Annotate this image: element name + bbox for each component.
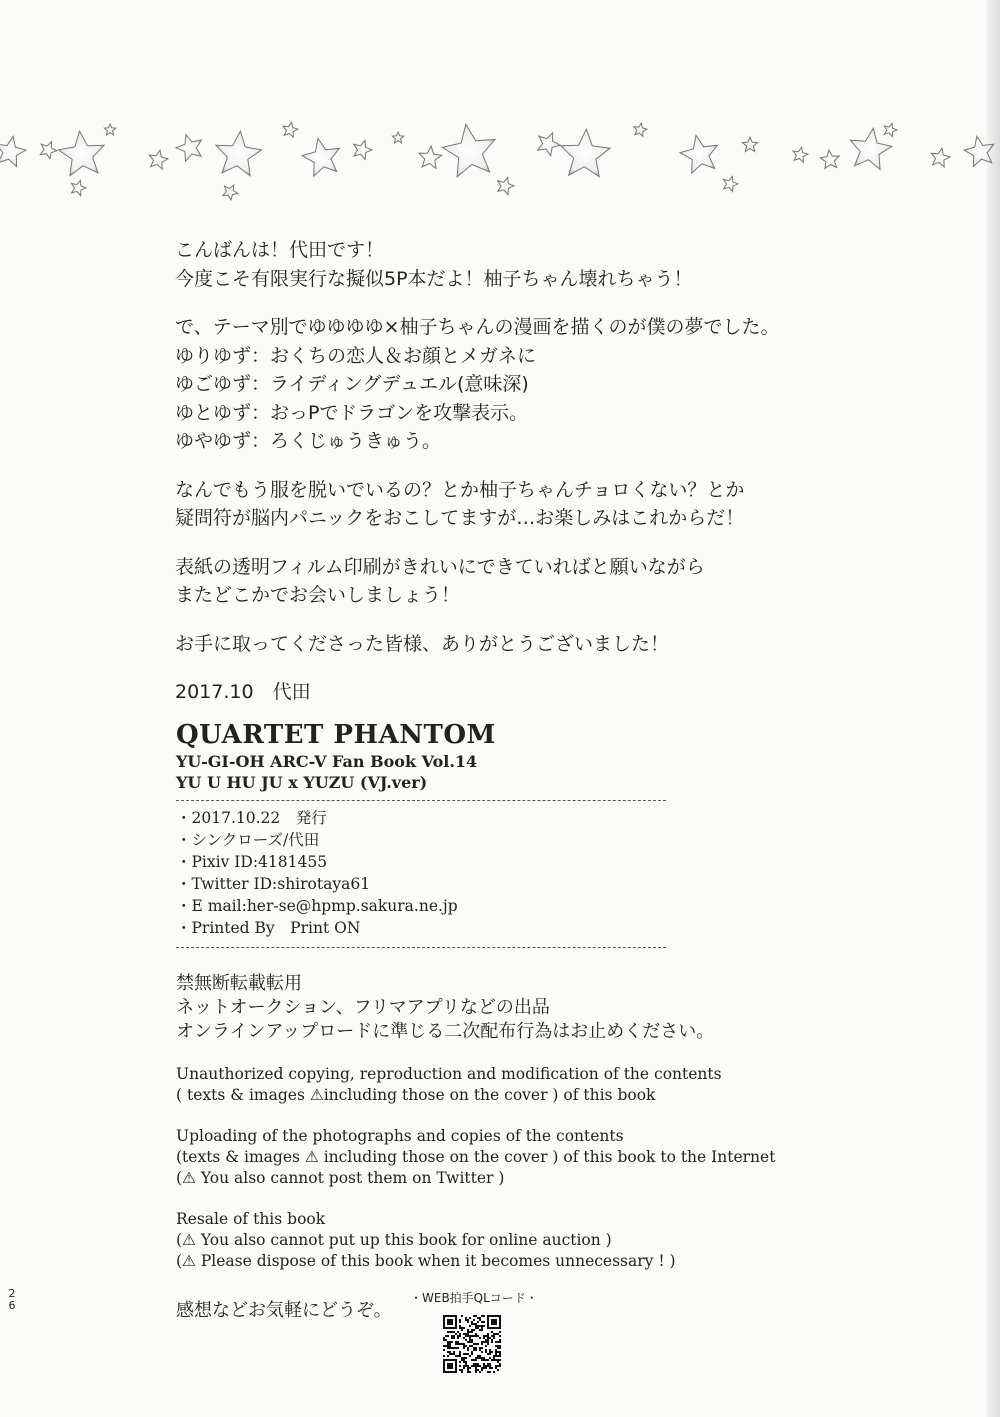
- info-line: ・Twitter ID:shirotaya61: [176, 875, 371, 893]
- star-icon: [793, 147, 808, 162]
- star-icon: [354, 140, 372, 159]
- star-icon: [724, 176, 739, 191]
- star-icon: [820, 150, 839, 169]
- afterword: [175, 236, 875, 707]
- text-line: 疑問符が脳内パニックをおこしてますが…お楽しみはこれからだ！: [175, 507, 745, 529]
- star-icon: [498, 177, 514, 194]
- dashed-divider: [176, 800, 666, 801]
- star-border-decoration: [0, 100, 1000, 210]
- notice-line: Uploading of the photographs and copies of the contents: [176, 1127, 624, 1145]
- star-icon: [680, 135, 717, 173]
- thanks-line: お手に取ってくださった皆様、ありがとうございました！: [175, 632, 670, 655]
- star-icon: [964, 136, 994, 166]
- star-icon: [40, 142, 57, 159]
- text-line: またどこかでお会いしましょう！: [175, 584, 461, 606]
- signature: 2017.10 代田: [175, 681, 311, 703]
- info-line: ・シンクローズ/代田: [176, 831, 320, 849]
- star-icon: [442, 124, 495, 177]
- star-icon: [223, 185, 238, 200]
- notice-japanese: [176, 972, 714, 1044]
- book-subtitle: YU-GI-OH ARC-V Fan Book Vol.14: [176, 752, 478, 771]
- star-icon: [283, 122, 298, 137]
- star-icon: [72, 180, 87, 195]
- text-line: で、テーマ別でゆゆゆゆ×柚子ちゃんの漫画を描くのが僕の夢でした。: [175, 316, 780, 338]
- star-icon: [216, 131, 262, 176]
- text-line: なんでもう服を脱いでいるの？とか柚子ちゃんチョロくない？とか: [175, 478, 745, 501]
- feedback-message: 感想などお気軽にどうぞ。: [176, 1300, 392, 1321]
- star-icon: [59, 131, 105, 176]
- text-line: ゆごゆず：ライディングデュエル(意味深): [175, 373, 529, 395]
- text-line: ゆやゆず：ろくじゅうきゅう。: [175, 430, 442, 452]
- star-icon: [104, 124, 115, 135]
- star-icon: [149, 150, 168, 169]
- book-title: QUARTET PHANTOM: [176, 720, 496, 750]
- notice-line: ネットオークション、フリマアプリなどの出品: [176, 997, 550, 1018]
- page-number-digit: 6: [8, 1299, 16, 1312]
- notice-line: ( texts & images ⚠including those on the cover ) of this book: [176, 1086, 656, 1104]
- notice-line: (⚠ Please dispose of this book when it becomes unnecessary ! ): [176, 1252, 676, 1270]
- notice-english-resale: [176, 1209, 776, 1272]
- star-icon: [561, 129, 610, 177]
- notice-line: (⚠ You also cannot put up this book for online auction ): [176, 1231, 612, 1249]
- star-icon: [302, 138, 339, 176]
- notice-line: オンラインアップロードに準じる二次配布行為はお止めください。: [176, 1021, 715, 1042]
- publication-info: [176, 807, 736, 939]
- text-line: ゆとゆず：おっPでドラゴンを攻撃表示。: [175, 401, 529, 424]
- info-line: ・2017.10.22 発行: [176, 809, 327, 827]
- page-number: [7, 1288, 17, 1312]
- notice-line: Unauthorized copying, reproduction and modification of the contents: [176, 1065, 722, 1083]
- notice-line: 禁無断転載転用: [176, 973, 302, 994]
- notice-line: (texts & images ⚠ including those on the cover ) of this book to the Internet: [176, 1148, 776, 1166]
- notice-line: Resale of this book: [176, 1210, 326, 1228]
- star-icon: [419, 146, 442, 168]
- text-line: ゆりゆず：おくちの恋人＆お顔とメガネに: [175, 344, 537, 367]
- text-line: 表紙の透明フィルム印刷がきれいにできていればと願いながら: [175, 555, 705, 578]
- star-icon: [392, 132, 403, 143]
- star-icon: [0, 136, 26, 166]
- notice-english-uploading: [176, 1126, 776, 1189]
- notice-line: (⚠ You also cannot post them on Twitter ): [176, 1169, 505, 1187]
- book-subtitle-2: YU U HU JU x YUZU (VJ.ver): [176, 773, 428, 792]
- info-line: ・E mail:her-se@hpmp.sakura.ne.jp: [176, 897, 458, 915]
- star-icon: [742, 137, 757, 152]
- star-icon: [884, 123, 897, 136]
- colophon: [176, 720, 736, 954]
- info-line: ・Pixiv ID:4181455: [176, 853, 328, 871]
- page-number-digit: 2: [8, 1287, 16, 1300]
- star-icon: [931, 148, 950, 167]
- qr-code-label: ・WEB拍手QLコード・: [410, 1291, 538, 1305]
- star-icon: [634, 123, 647, 136]
- text-line: 今度こそ有限実行な擬似5P本だよ！柚子ちゃん壊れちゃう！: [175, 267, 693, 290]
- info-line: ・Printed By Print ON: [176, 919, 361, 937]
- dashed-divider: [176, 947, 666, 948]
- text-line: こんばんは！代田です！: [175, 239, 385, 261]
- qr-code: [443, 1315, 501, 1373]
- star-icon: [538, 133, 560, 156]
- notice-english-copying: [176, 1064, 776, 1106]
- star-icon: [176, 135, 201, 162]
- page-edge-shadow: [986, 0, 1000, 1417]
